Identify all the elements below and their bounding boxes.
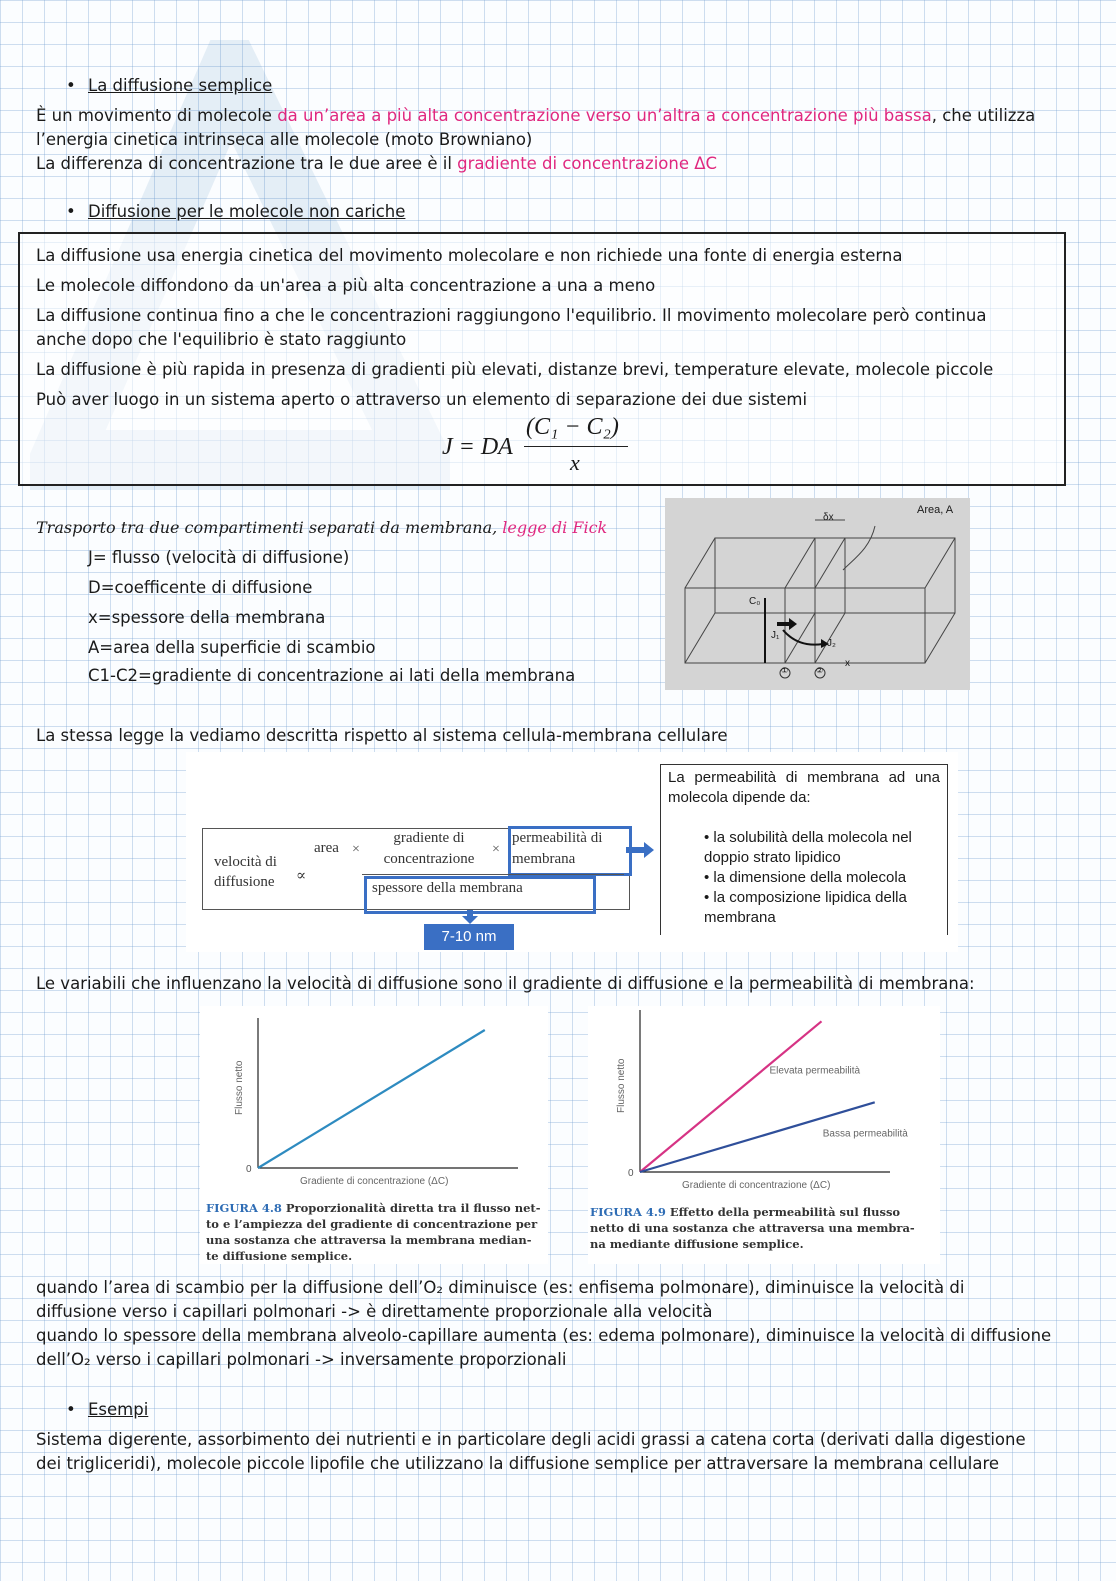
bullet-diffusione-semplice: • La diffusione semplice xyxy=(88,74,272,98)
series-label-1: Elevata permeabilità xyxy=(769,1065,861,1077)
fick-item-c: C1-C2=gradiente di concentrazione ai lati della membrana xyxy=(88,666,576,685)
perm-intro: La permeabilità di membrana ad una molecola dipende da: xyxy=(668,769,940,806)
perm-item-size: • la dimensione della molecola xyxy=(704,869,907,886)
caption-4-9-label: FIGURA 4.9 xyxy=(590,1205,666,1219)
o2-line4: dell’O₂ verso i capillari polmonari -> inversamente proporzionali xyxy=(36,1350,567,1369)
label-n2: ② xyxy=(816,666,824,675)
series-line-1 xyxy=(640,1021,822,1172)
law-velocita: velocità di diffusione xyxy=(214,854,277,890)
label-c0: C₀ xyxy=(749,596,761,607)
variables-line: Le variabili che influenzano la velocità di diffusione sono il gradiente di diffusione e la permeabilità di membrana: xyxy=(36,974,975,993)
rule-4: La diffusione è più rapida in presenza di gradienti più elevati, distanze brevi, temperature elevate, molecole piccole xyxy=(36,360,994,379)
label-area: Area, A xyxy=(917,504,954,516)
label-j1: J₁ xyxy=(771,630,780,641)
fick-intro: Trasporto tra due compartimenti separati da membrana, legge di Fick xyxy=(36,518,608,537)
x-axis-label: Gradiente di concentrazione (ΔC) xyxy=(682,1180,831,1191)
rule-1: La diffusione usa energia cinetica del movimento molecolare e non richiede una fonte di energia esterna xyxy=(36,246,903,265)
origin-label: 0 xyxy=(628,1168,634,1179)
perm-item-solubility: • la solubilità della molecola nel doppio strato lipidico xyxy=(704,829,912,866)
figure-4-9 xyxy=(588,1006,940,1264)
fick-item-x: x=spessore della membrana xyxy=(88,608,326,627)
rule-2: Le molecole diffondono da un'area a più alta concentrazione a una a meno xyxy=(36,276,656,295)
formula-denominator: x xyxy=(570,450,580,475)
sec1-line3: La differenza di concentrazione tra le due aree è il gradiente di concentrazione ΔC xyxy=(36,154,718,173)
y-axis-label: Flusso netto xyxy=(234,1060,245,1115)
origin-label: 0 xyxy=(246,1164,252,1175)
fick-formula xyxy=(442,414,642,480)
perm-list xyxy=(704,828,942,928)
law-spessore: spessore della membrana xyxy=(372,880,523,896)
law-times-2: × xyxy=(492,842,500,857)
bullet-molecole-non-cariche: • Diffusione per le molecole non cariche xyxy=(88,200,405,224)
series-label-2: Bassa permeabilità xyxy=(822,1128,908,1140)
law-permeabilita: permeabilità di membrana xyxy=(512,830,603,867)
sec1-line2: l’energia cinetica intrinseca alle molecole (moto Browniano) xyxy=(36,130,533,149)
law-fraction-bar xyxy=(362,874,624,875)
label-n1: ① xyxy=(781,666,789,675)
fick-diagram-svg xyxy=(665,498,970,690)
law-area: area xyxy=(314,840,339,856)
rule-3a: La diffusione continua fino a che le concentrazioni raggiungono l'equilibrio. Il movimento molecolare però continua xyxy=(36,306,987,325)
esempi-line1: Sistema digerente, assorbimento dei nutrienti e in particolare degli acidi grassi a catena corta (derivati dalla digestione xyxy=(36,1430,1026,1449)
rule-3b: anche dopo che l'equilibrio è stato raggiunto xyxy=(36,330,407,349)
formula-lhs: J = DA xyxy=(442,434,513,460)
fick-item-a: A=area della superficie di scambio xyxy=(88,638,376,657)
cell-intro: La stessa legge la vediamo descritta rispetto al sistema cellula-membrana cellulare xyxy=(36,726,728,745)
label-j2: J₂ xyxy=(827,638,836,649)
caption-4-8-label: FIGURA 4.8 xyxy=(206,1201,282,1215)
y-axis-label: Flusso netto xyxy=(616,1058,627,1113)
caption-4-8 xyxy=(206,1200,546,1264)
chart-4-9 xyxy=(588,1006,940,1202)
o2-line2: diffusione verso i capillari polmonari -> è direttamente proporzionale alla velocità xyxy=(36,1302,713,1321)
series-line-1 xyxy=(258,1030,485,1168)
esempi-line2: dei trigliceridi), molecole piccole lipofile che utilizzano la diffusione semplice per attraversare la membrana cellulare xyxy=(36,1454,1000,1473)
chart-4-8 xyxy=(200,1006,548,1196)
law-times-1: × xyxy=(352,842,360,857)
figure-4-8 xyxy=(200,1006,548,1264)
arrow-right-icon xyxy=(626,840,656,860)
perm-item-composition: • la composizione lipidica della membrana xyxy=(704,889,907,926)
law-proportional: ∝ xyxy=(296,868,307,884)
cell-law-figure xyxy=(186,752,958,952)
membrane-thickness-badge: 7-10 nm xyxy=(424,924,514,950)
fick-item-j: J= flusso (velocità di diffusione) xyxy=(88,548,350,567)
formula-numerator: (C₁ − C₂) xyxy=(526,414,619,440)
fick-item-d: D=coefficente di diffusione xyxy=(88,578,313,597)
o2-line1: quando l’area di scambio per la diffusione dell’O₂ diminuisce (es: enfisema polmonare), diminuisce la velocità di xyxy=(36,1278,965,1297)
o2-line3: quando lo spessore della membrana alveolo-capillare aumenta (es: edema polmonare), diminuisce la velocità di diffusione xyxy=(36,1326,1052,1345)
formula-fraction-bar xyxy=(524,446,628,447)
label-dx: δx xyxy=(823,512,834,523)
caption-4-9 xyxy=(590,1204,934,1252)
fick-diagram xyxy=(665,498,970,690)
bullet-esempi: • Esempi xyxy=(88,1398,148,1422)
rule-5: Può aver luogo in un sistema aperto o attraverso un elemento di separazione dei due sistemi xyxy=(36,390,808,409)
label-x: x xyxy=(845,658,850,669)
law-gradiente: gradiente di concentrazione xyxy=(383,830,475,867)
sec1-line1: È un movimento di molecole da un’area a più alta concentrazione verso un’altra a concentrazione più bassa, che utilizza xyxy=(36,106,1036,125)
caption-4-8-text: Proporzionalità diretta tra il flusso net- to e l’ampiezza del gradiente di concentrazione per una sostanza che attraversa la membrana median- te diffusione semplice. xyxy=(206,1201,541,1263)
x-axis-label: Gradiente di concentrazione (ΔC) xyxy=(300,1176,449,1187)
caption-4-9-text: Effetto della permeabilità sul flusso netto di una sostanza che attraversa una membra- na mediante diffusione semplice. xyxy=(590,1205,915,1251)
